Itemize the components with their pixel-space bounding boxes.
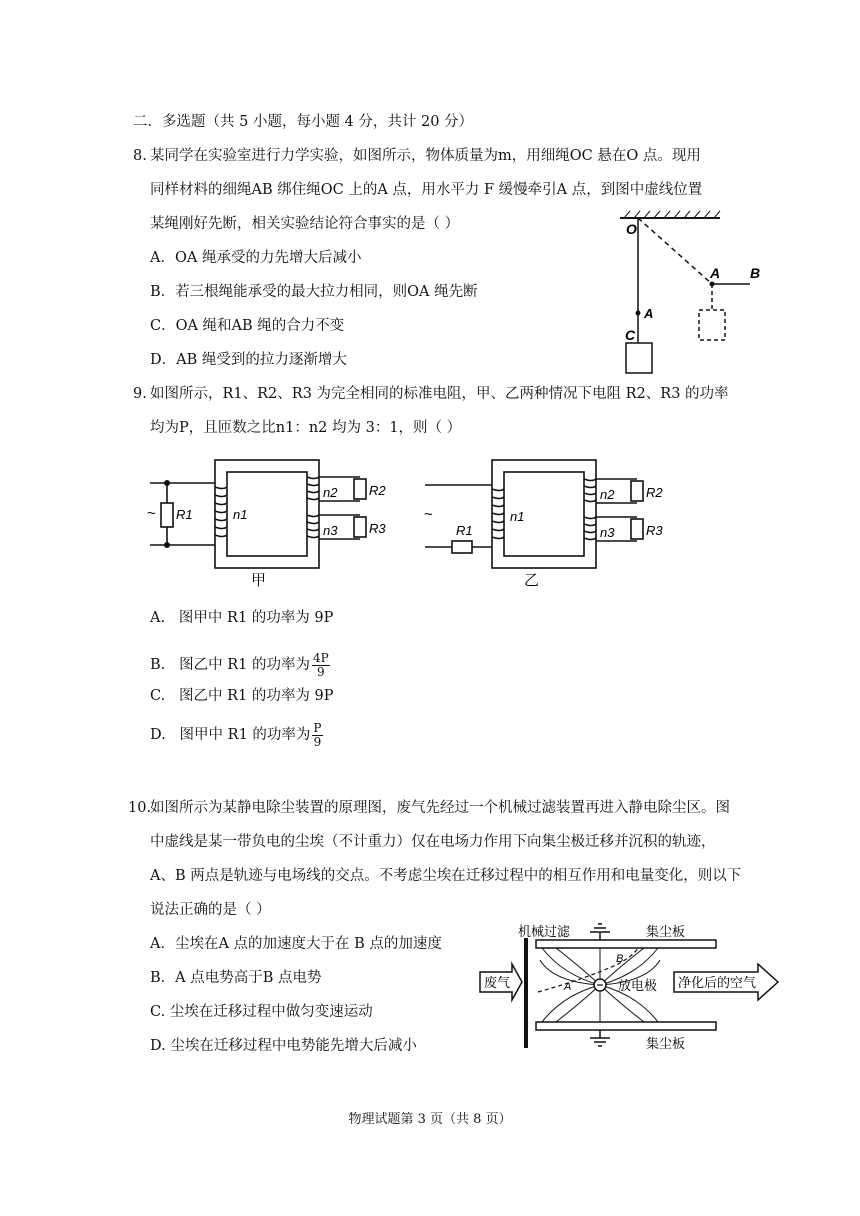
question-stem-line: 某绳刚好先断，相关实验结论符合事实的是（ ） <box>150 216 460 232</box>
option-text: 图甲中 R1 的功率为 <box>179 727 311 743</box>
option-a <box>150 608 333 628</box>
label-plate-bottom: 集尘板 <box>646 1036 686 1051</box>
label-n1: n1 <box>510 509 525 524</box>
ac-source-symbol: ~ <box>147 505 156 522</box>
option-text: 图乙中 R1 的功率为 <box>179 657 310 673</box>
section-title: 二．多选题（共 5 小题，每小题 4 分，共计 20 分） <box>133 114 474 130</box>
label-jia: 甲 <box>251 572 267 589</box>
label-r3: R3 <box>369 521 386 536</box>
label-n1: n1 <box>233 507 248 522</box>
question-number: 8. <box>133 148 147 164</box>
question-stem-line: 中虚线是某一带负电的尘埃（不计重力）仅在电场力作用下向集尘极迁移并沉积的轨迹， <box>150 834 716 850</box>
option-text: 图乙中 R1 的功率为 9P <box>179 688 334 704</box>
numerator: P <box>313 720 322 735</box>
circuit-yi-diagram <box>420 455 670 590</box>
label-r1: R1 <box>456 523 473 538</box>
option-b: B．A 点电势高于B 点电势 <box>150 970 322 986</box>
label-r2: R2 <box>646 485 663 500</box>
question-stem-line: 如图所示为某静电除尘装置的原理图，废气先经过一个机械过滤装置再进入静电除尘区。图 <box>150 800 730 816</box>
label-c: C <box>625 327 636 343</box>
label-r2: R2 <box>369 483 386 498</box>
electrostatic-precipitator-diagram <box>478 920 783 1060</box>
option-b <box>150 650 330 680</box>
question-stem-line: 说法正确的是（ ） <box>150 902 271 918</box>
label-filter: 机械过滤 <box>518 924 571 939</box>
option-text: 图甲中 R1 的功率为 9P <box>178 610 334 626</box>
option-d: D．AB 绳受到的拉力逐渐增大 <box>150 352 347 368</box>
numerator: 4P <box>312 650 329 665</box>
option-letter: C. <box>150 688 166 704</box>
option-letter: D. <box>150 727 166 743</box>
label-b: B <box>750 265 761 281</box>
label-point-b: B <box>616 953 624 965</box>
label-a: A <box>644 306 654 321</box>
label-yi: 乙 <box>524 572 540 589</box>
option-c <box>150 686 333 706</box>
label-n2: n2 <box>323 485 338 500</box>
label-a-moved: A <box>710 265 721 281</box>
option-d: D. 尘埃在迁移过程中电势能先增大后减小 <box>150 1038 417 1054</box>
denominator: 9 <box>313 734 322 749</box>
label-o: O <box>626 221 637 237</box>
question-number: 10. <box>128 800 152 816</box>
option-c: C．OA 绳和AB 绳的合力不变 <box>150 318 345 334</box>
fraction <box>312 722 322 749</box>
option-letter: A. <box>150 610 166 626</box>
option-a: A．尘埃在A 点的加速度大于在 B 点的加速度 <box>150 936 442 952</box>
question-stem-line: 某同学在实验室进行力学实验，如图所示，物体质量为m，用细绳OC 悬在O 点。现用 <box>150 148 701 164</box>
option-letter: B. <box>150 657 166 673</box>
label-r1: R1 <box>176 507 193 522</box>
fraction <box>312 652 330 679</box>
label-electrode: 放电极 <box>618 978 658 993</box>
label-n3: n3 <box>600 525 615 540</box>
label-exhaust: 废气 <box>484 975 511 990</box>
label-plate-top: 集尘板 <box>646 924 686 939</box>
label-point-a: A <box>564 981 572 993</box>
question-stem-line: A、B 两点是轨迹与电场线的交点。不考虑尘埃在迁移过程中的相互作用和电量变化，则以下 <box>150 868 742 884</box>
option-d <box>150 720 323 750</box>
ac-source-symbol: ~ <box>424 506 433 523</box>
question-stem-line: 均为P，且匝数之比n1：n2 均为 3：1，则（ ） <box>150 420 462 436</box>
option-c: C. 尘埃在迁移过程中做匀变速运动 <box>150 1004 373 1020</box>
option-b: B．若三根绳能承受的最大拉力相同，则OA 绳先断 <box>150 284 478 300</box>
question-number: 9. <box>133 386 147 402</box>
label-n3: n3 <box>323 523 338 538</box>
option-a: A．OA 绳承受的力先增大后减小 <box>150 250 362 266</box>
rope-diagram <box>600 208 790 378</box>
question-stem-line: 同样材料的细绳AB 绑住绳OC 上的A 点，用水平力 F 缓慢牵引A 点，到图中虚线位置 <box>150 182 703 198</box>
label-n2: n2 <box>600 487 615 502</box>
page-footer: 物理试题第 3 页（共 8 页） <box>348 1112 512 1127</box>
question-stem-line: 如图所示，R1、R2、R3 为完全相同的标准电阻，甲、乙两种情况下电阻 R2、R3 的功率 <box>150 386 729 402</box>
circuit-jia-diagram <box>145 455 395 590</box>
denominator: 9 <box>317 664 325 679</box>
label-r3: R3 <box>646 523 663 538</box>
label-clean-air: 净化后的空气 <box>678 975 757 990</box>
